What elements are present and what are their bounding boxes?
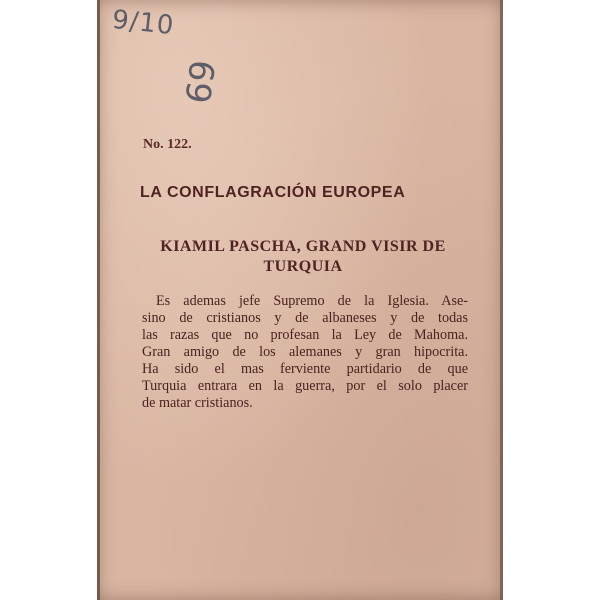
card-body-text — [142, 293, 468, 412]
body-line: Gran amigo de los alemanes y gran hipocrita. — [142, 344, 468, 360]
body-line: sino de cristianos y de albaneses y de todas — [142, 310, 468, 326]
body-line: Es ademas jefe Supremo de la Iglesia. Ase- — [156, 293, 468, 309]
subtitle-line-2: TURQUIA — [263, 258, 343, 275]
body-line: de matar cristianos. — [142, 395, 253, 411]
card-left-edge — [97, 0, 100, 600]
body-line: las razas que no profesan la Ley de Mahoma. — [142, 327, 468, 343]
pencil-note-number: 69 — [178, 57, 225, 107]
body-line: Turquia entrara en la guerra, por el solo placer — [142, 378, 468, 394]
series-title: LA CONFLAGRACIÓN EUROPEA — [140, 184, 406, 201]
card-subtitle — [140, 237, 466, 277]
card-number: No. 122. — [143, 137, 192, 152]
body-line: Ha sido el mas ferviente partidario de que — [142, 361, 468, 377]
subtitle-line-1: KIAMIL PASCHA, GRAND VISIR DE — [160, 238, 446, 255]
pencil-note-fraction: 9/10 — [110, 4, 176, 42]
card-right-edge — [500, 0, 503, 600]
